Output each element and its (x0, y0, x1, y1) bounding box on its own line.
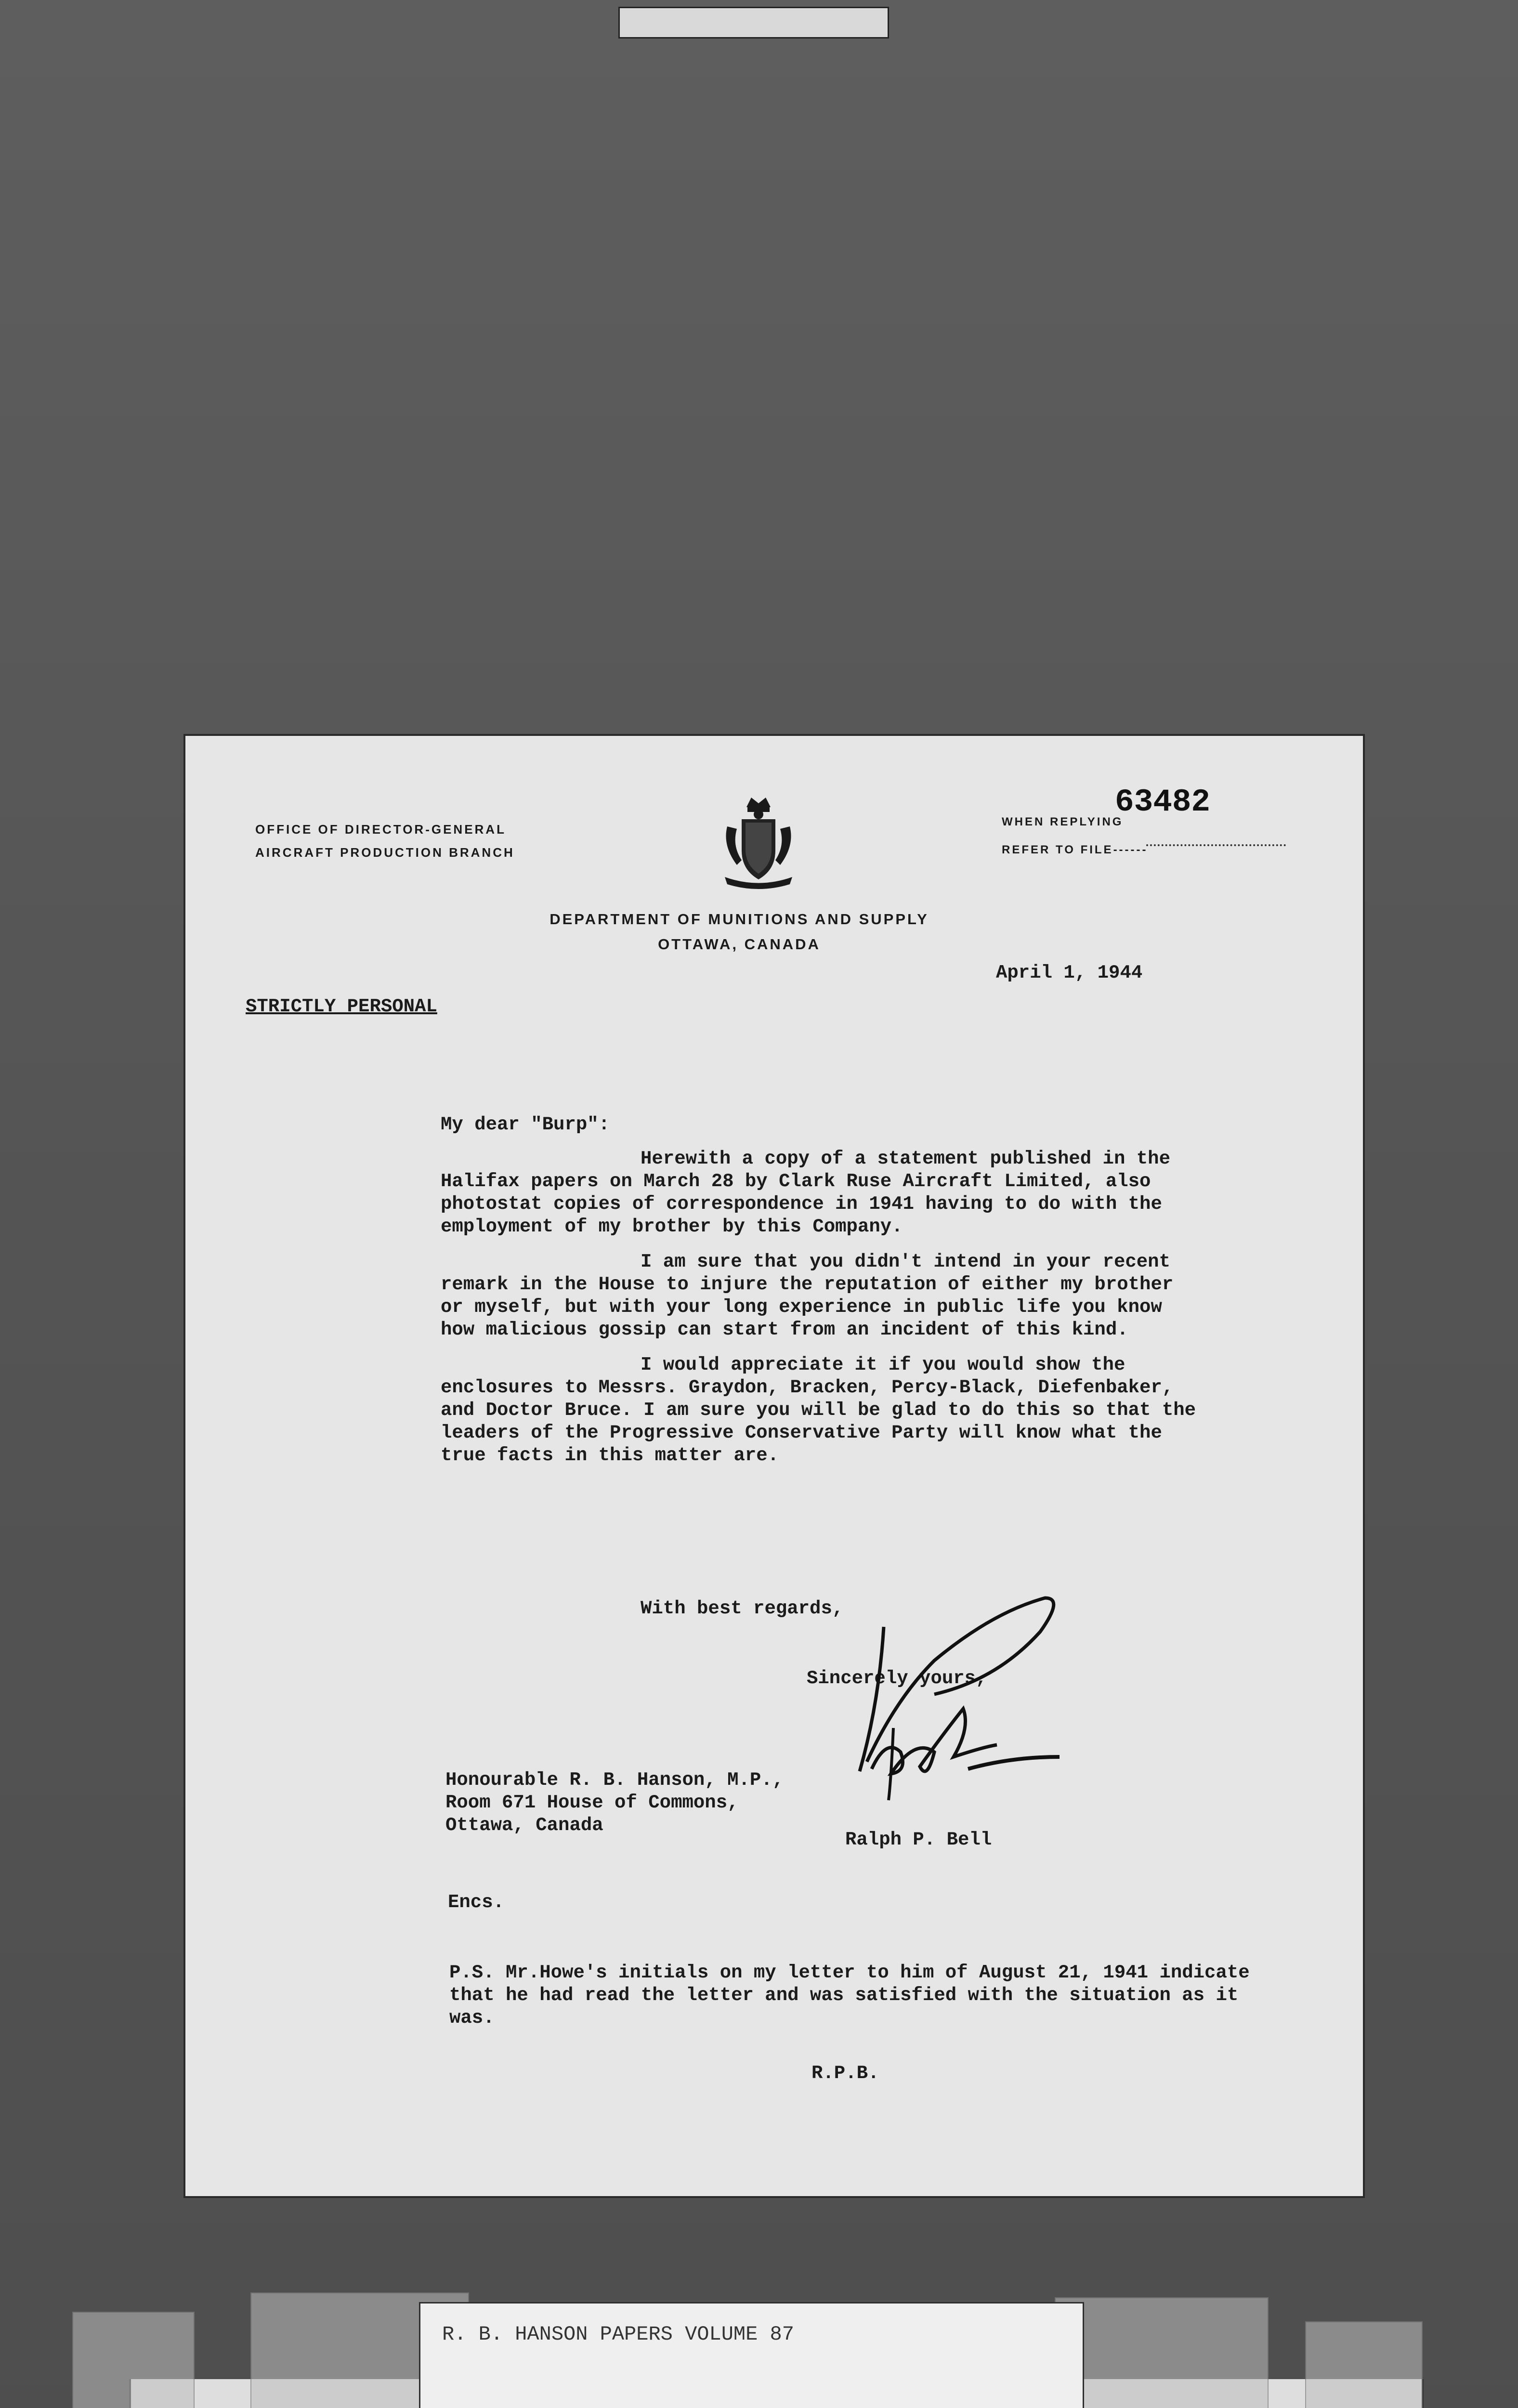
paragraph-3: I would appreciate it if you would show the enclosures to Messrs. Graydon, Bracken, Percy-Black, Diefenbaker, and Doctor Bruce. I am sure you will be glad to do this so that the leaders of the Progressive Conservative Party will know what the true facts in this matter are. (441, 1354, 1196, 1466)
when-replying-label: WHEN REPLYING (1002, 815, 1124, 828)
office-line-2: AIRCRAFT PRODUCTION BRANCH (255, 845, 515, 860)
strictly-personal-marking: STRICTLY PERSONAL (246, 996, 437, 1017)
addressee-line-2: Room 671 House of Commons, (445, 1792, 739, 1813)
enclosures-note: Encs. (448, 1892, 505, 1913)
tape-far-right (1305, 2321, 1423, 2408)
department-city: OTTAWA, CANADA (658, 936, 821, 953)
handwritten-signature (838, 1579, 1088, 1834)
department-heading (532, 907, 946, 957)
tape-far-left (72, 2312, 195, 2408)
department-name: DEPARTMENT OF MUNITIONS AND SUPPLY (550, 911, 929, 928)
closing-regards: With best regards, (641, 1598, 844, 1619)
paragraph-2: I am sure that you didn't intend in your recent remark in the House to injure the reputation of either my brother or myself, but with your long experience in public life you know how malicious gossip can start from an incident of this kind. (441, 1251, 1174, 1340)
letter-date: April 1, 1944 (996, 962, 1143, 983)
coat-of-arms-icon (718, 793, 799, 889)
refer-to-file-label: REFER TO FILE------ (1002, 843, 1148, 856)
postscript-initials: R.P.B. (811, 2063, 879, 2084)
office-heading (255, 818, 515, 864)
signer-name: Ralph P. Bell (845, 1829, 992, 1850)
paragraph-1: Herewith a copy of a statement published in the Halifax papers on March 28 by Clark Ruse Aircraft Limited, also photostat copies of correspondence in 1941 having to do with the employment of my brother by this Company. (441, 1148, 1170, 1237)
letter-sheet (185, 736, 1363, 2196)
tape-right (1055, 2297, 1269, 2408)
top-paper-tab (618, 7, 889, 39)
volume-label-text: R. B. HANSON PAPERS VOLUME 87 (442, 2323, 794, 2346)
addressee-block (445, 1769, 784, 1837)
postscript: P.S. Mr.Howe's initials on my letter to him of August 21, 1941 indicate that he had read the letter and was satisfied with the situation as it was. (449, 1962, 1250, 2028)
salutation: My dear "Burp": (441, 1114, 610, 1135)
file-number: 63482 (1115, 784, 1211, 820)
addressee-line-1: Honourable R. B. Hanson, M.P., (445, 1769, 784, 1791)
addressee-line-3: Ottawa, Canada (445, 1815, 603, 1836)
volume-label (419, 2302, 1084, 2408)
sincerely-yours: Sincerely yours, (807, 1668, 987, 1689)
file-dotted-line (1146, 844, 1286, 846)
letter-body (441, 1148, 1206, 1479)
office-line-1: OFFICE OF DIRECTOR-GENERAL (255, 822, 506, 837)
